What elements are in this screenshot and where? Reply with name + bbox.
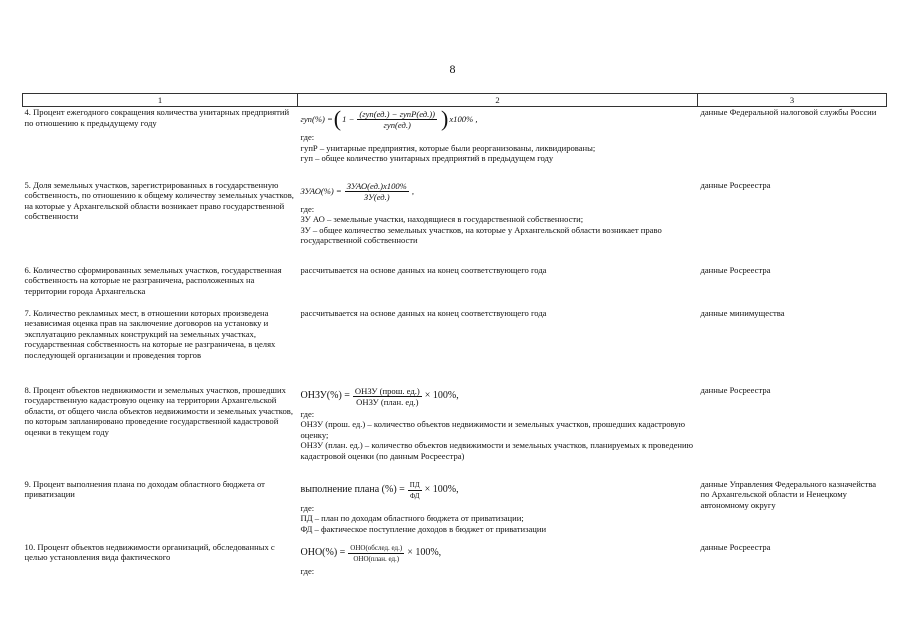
indicator-cell: 8. Процент объектов недвижимости и земельных участков, прошедших государственную кадастровую оценку на территории Архангельской области, от общего числа объектов недвижимости и земельных участков, по которым запланировано проведение государственной кадастровой оценки в текущем году [24, 384, 293, 437]
source-cell: данные Росреестра [700, 384, 771, 395]
column-header-1: 1 [23, 94, 298, 107]
formula-fraction [408, 480, 422, 501]
explanation-line: ЗУ – общее количество земельных участков, на которые у Архангельской области возникает право государственной собственности [300, 224, 662, 246]
formula-denominator: ОНЗУ (план. ед.) [356, 396, 419, 407]
formula [301, 108, 695, 130]
explanation-line: ПД – план по доходам областного бюджета от приватизации; [300, 513, 524, 524]
formula-lhs: ОНО(%) = [300, 546, 346, 558]
formula-fraction [357, 109, 437, 130]
formula [301, 480, 695, 501]
explanation-line: ФД – фактическое поступление доходов в бюджет от приватизации [300, 523, 547, 534]
formula [301, 543, 695, 564]
table-row [23, 107, 887, 180]
formula-numerator: (гуп(ед.) − гупР(ед.)) [359, 108, 436, 119]
indicator-cell: 10. Процент объектов недвижимости организаций, обследованных с целью установления вида фактического [24, 541, 275, 563]
formula-denominator: ОНО(план. ед.) [353, 554, 400, 563]
where-label: где: [300, 203, 315, 214]
indicator-cell: 5. Доля земельных участков, зарегистрированных в государственную собственность, по отношению к общему количеству земельных участков, на которые у Архангельской области возникает право государственной собственности [24, 179, 294, 222]
table-row [23, 479, 887, 542]
table-header-row [23, 94, 887, 107]
where-label: где: [300, 408, 315, 419]
table-row [23, 180, 887, 265]
table-row [23, 542, 887, 582]
formula-tail: × 100%, [407, 546, 442, 558]
formula-fraction [348, 543, 404, 564]
formula-lhs: гуп(%) = [300, 113, 333, 124]
formula-lhs: ЗУАО(%) = [300, 185, 342, 196]
formula-numerator: ЗУАО(ед.)х100% [346, 180, 407, 191]
column-header-2: 2 [298, 94, 698, 107]
open-paren: ( [333, 106, 342, 131]
table-row [23, 265, 887, 308]
indicator-cell: 7. Количество рекламных мест, в отношении которых произведена независимая оценка прав на заключение договоров на установку и эксплуатацию рекламных конструкций на земельных участках, государственная собственность на которые не разграничена, в целях последующей организации и проведения торгов [24, 307, 276, 360]
page-number: 8 [449, 62, 456, 76]
formula-numerator: ОНО(обслед. ед.) [350, 543, 403, 552]
explanation-line: ОНЗУ (прош. ед.) – количество объектов недвижимости и земельных участков, прошедших кадастровую оценку; [300, 419, 686, 440]
explanation-line: гупР – унитарные предприятия, которые были реорганизованы, ликвидированы; [300, 142, 596, 153]
formula-lhs: ОНЗУ(%) = [300, 389, 350, 401]
formula-tail: x100% , [449, 113, 478, 124]
formula-one-minus: 1 − [342, 113, 355, 124]
method-cell [298, 479, 698, 542]
indicator-cell: 4. Процент ежегодного сокращения количества унитарных предприятий по отношению к предыдущему году [24, 107, 290, 128]
where-label: где: [300, 132, 315, 142]
indicators-table [22, 93, 887, 582]
formula-fraction [345, 181, 409, 202]
method-cell [298, 542, 698, 582]
formula [301, 386, 695, 407]
formula-fraction [353, 386, 422, 407]
table-row [23, 385, 887, 479]
source-cell: данные Управления Федерального казначейства по Архангельской области и Ненецкому автономному округу [700, 478, 877, 510]
column-header-3: 3 [698, 94, 887, 107]
source-cell: данные Росреестра [700, 264, 771, 275]
formula-tail: , [411, 185, 414, 196]
method-cell [298, 107, 698, 180]
close-paren: ) [441, 106, 449, 131]
formula-denominator: ЗУ(ед.) [363, 191, 390, 202]
formula-numerator: ПД [409, 480, 420, 489]
method-cell: рассчитывается на основе данных на конец соответствующего года [300, 264, 547, 275]
method-cell [298, 180, 698, 265]
indicator-cell: 9. Процент выполнения плана по доходам областного бюджета от приватизации [24, 478, 265, 500]
method-cell: рассчитывается на основе данных на конец соответствующего года [300, 307, 547, 318]
formula-tail: × 100%, [424, 389, 459, 401]
where-label: где: [300, 502, 315, 513]
explanation-line: ЗУ АО – земельные участки, находящиеся в государственной собственности; [300, 214, 584, 225]
formula-tail: × 100%, [424, 483, 459, 495]
formula-numerator: ОНЗУ (прош. ед.) [354, 385, 420, 396]
explanation-line: гуп – общее количество унитарных предприятий в предыдущем году [300, 153, 554, 164]
indicator-cell: 6. Количество сформированных земельных участков, государственная собственность на которые не разграничена, расположенных на территории города Архангельска [24, 264, 282, 296]
source-cell: данные минимущества [700, 307, 785, 318]
formula-denominator: гуп(ед.) [383, 119, 411, 130]
where-label: где: [300, 565, 315, 576]
method-cell [298, 385, 698, 479]
table-row [23, 308, 887, 385]
source-cell: данные Росреестра [700, 179, 771, 190]
formula-denominator: ФД [409, 491, 420, 500]
explanation-line: ОНЗУ (план. ед.) – количество объектов недвижимости и земельных участков, планируемых к проведению кадастровой оценки (по данным Росреестра) [300, 440, 693, 461]
source-cell: данные Росреестра [700, 541, 771, 552]
formula [301, 181, 695, 202]
source-cell: данные Федеральной налоговой службы России [700, 107, 877, 117]
formula-lhs: выполнение плана (%) = [300, 483, 405, 495]
